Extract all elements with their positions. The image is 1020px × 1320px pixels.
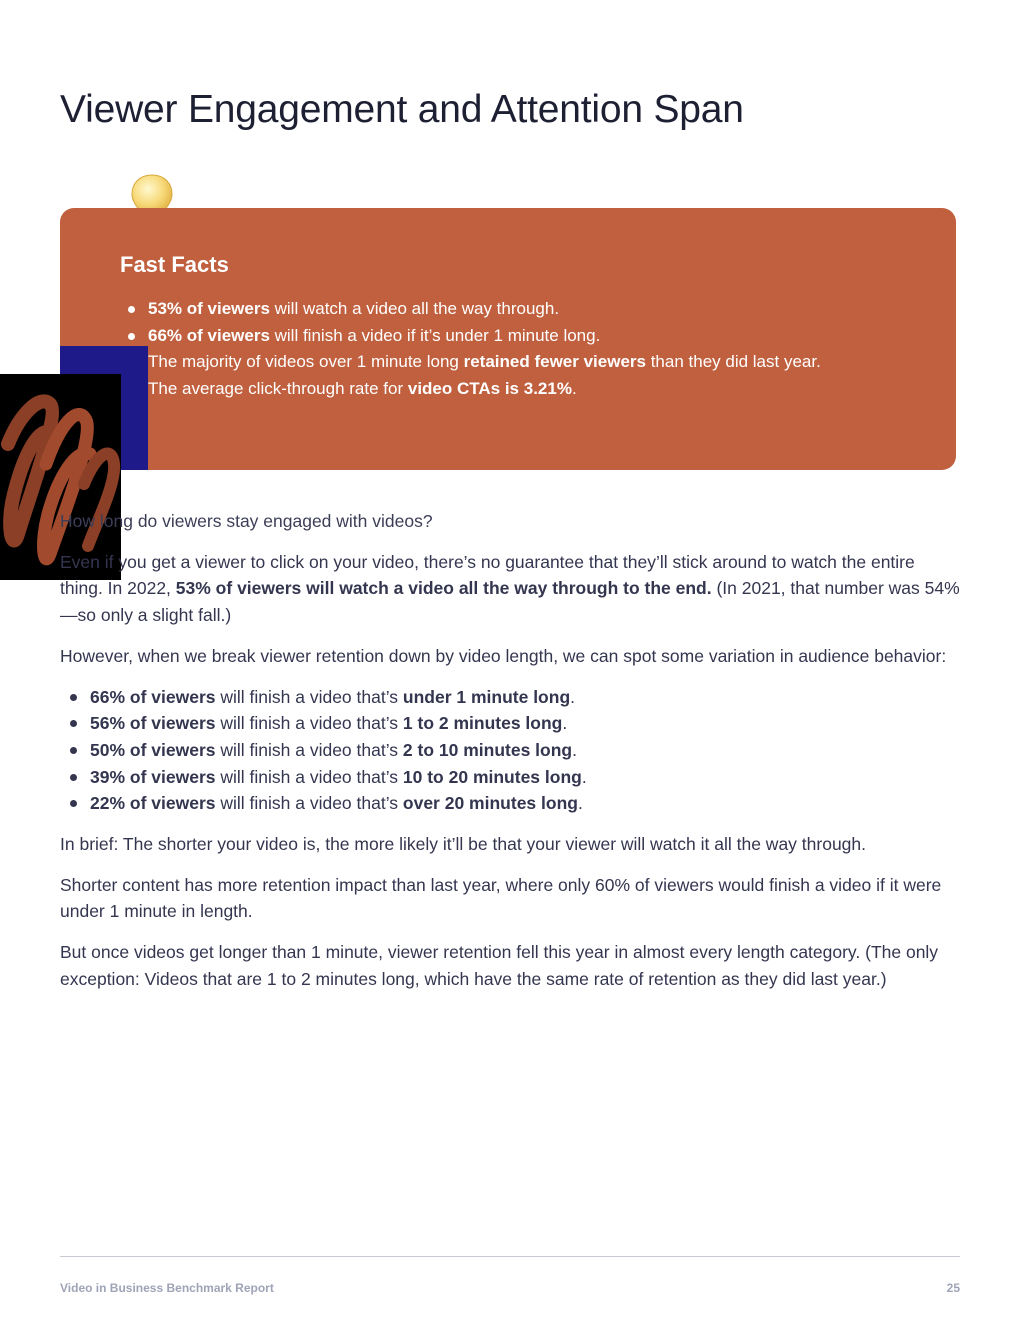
list-item-text: will finish a video that’s — [215, 686, 403, 707]
fast-fact-item — [148, 296, 918, 323]
paragraph: However, when we break viewer retention down by video length, we can spot some variation in audience behavior: — [60, 645, 947, 666]
list-item-end: . — [577, 793, 583, 814]
footer-report-name: Video in Business Benchmark Report — [60, 1281, 274, 1295]
fast-fact-item — [148, 376, 918, 403]
retention-length: 10 to 20 minutes long — [402, 766, 582, 787]
retention-percent: 66% of viewers — [90, 686, 216, 707]
list-item-text: will finish a video that’s — [215, 713, 403, 734]
list-item — [60, 790, 960, 817]
paragraph-text: (In 2021, that number was 54%—so only a slight fall.) — [60, 578, 960, 626]
fast-facts-heading: Fast Facts — [120, 252, 229, 277]
retention-length: 2 to 10 minutes long — [402, 739, 573, 760]
retention-percent: 22% of viewers — [90, 793, 216, 814]
paragraph: In brief: The shorter your video is, the more likely it’ll be that your viewer will watch it all the way through. — [60, 834, 866, 855]
bullet-icon — [70, 747, 77, 754]
list-item-end: . — [581, 766, 587, 787]
fact-text: will watch a video all the way through. — [269, 299, 560, 318]
fast-facts-list — [148, 296, 918, 402]
page-title: Viewer Engagement and Attention Span — [60, 88, 744, 131]
bullet-icon — [70, 720, 77, 727]
page-number: 25 — [946, 1281, 960, 1295]
list-item-text: will finish a video that’s — [215, 766, 403, 787]
retention-percent: 39% of viewers — [90, 766, 216, 787]
retention-length: 1 to 2 minutes long — [402, 713, 563, 734]
list-item-end: . — [562, 713, 568, 734]
fact-highlight: video CTAs is 3.21% — [407, 378, 572, 398]
retention-list — [60, 684, 960, 818]
fact-highlight: retained fewer viewers — [463, 352, 646, 371]
list-item — [60, 684, 960, 711]
paragraph-highlight: 53% of viewers will watch a video all the way through to the end. — [175, 578, 712, 599]
list-item — [60, 737, 960, 764]
list-item-end: . — [572, 739, 577, 760]
fact-text: will finish a video if it’s under 1 minute long. — [269, 325, 601, 345]
list-item-end: . — [570, 686, 576, 707]
fact-text-end: . — [571, 378, 577, 398]
section-question: How long do viewers stay engaged with videos? — [60, 511, 433, 531]
retention-percent: 50% of viewers — [90, 739, 216, 760]
fact-text-end: than they did last year. — [645, 352, 821, 371]
bullet-icon — [70, 774, 77, 781]
fact-highlight: 53% of viewers — [148, 299, 270, 318]
list-item-text: will finish a video that’s — [215, 793, 403, 814]
bullet-icon — [128, 306, 135, 313]
paragraph — [60, 549, 960, 629]
retention-length: under 1 minute long — [402, 686, 571, 707]
fast-fact-item — [148, 349, 918, 376]
fact-text: The average click-through rate for — [148, 378, 408, 398]
bullet-icon — [70, 694, 77, 701]
fast-fact-item — [148, 323, 918, 350]
paragraph-text: Even if you get a viewer to click on your video, there’s no guarantee that they’ll stick around to watch the entire thing. In 2022, — [60, 551, 915, 599]
list-item-text: will finish a video that’s — [215, 739, 403, 760]
paragraph: But once videos get longer than 1 minute, viewer retention fell this year in almost every length category. (The only exception: Videos that are 1 to 2 minutes long, which have the same rate of retention as they did last year.) — [60, 942, 939, 989]
bullet-icon — [70, 800, 77, 807]
fact-text: The majority of videos over 1 minute long — [148, 352, 464, 371]
paragraph: Shorter content has more retention impact than last year, where only 60% of viewers would finish a video if it were under 1 minute in length. — [60, 874, 942, 922]
fact-highlight: 66% of viewers — [148, 325, 270, 345]
retention-length: over 20 minutes long — [402, 793, 578, 814]
retention-percent: 56% of viewers — [90, 713, 216, 734]
bullet-icon — [128, 333, 135, 340]
list-item — [60, 710, 960, 737]
footer-divider — [60, 1256, 960, 1257]
article-body — [60, 508, 960, 1007]
fast-facts-box — [60, 208, 956, 470]
list-item — [60, 764, 960, 791]
